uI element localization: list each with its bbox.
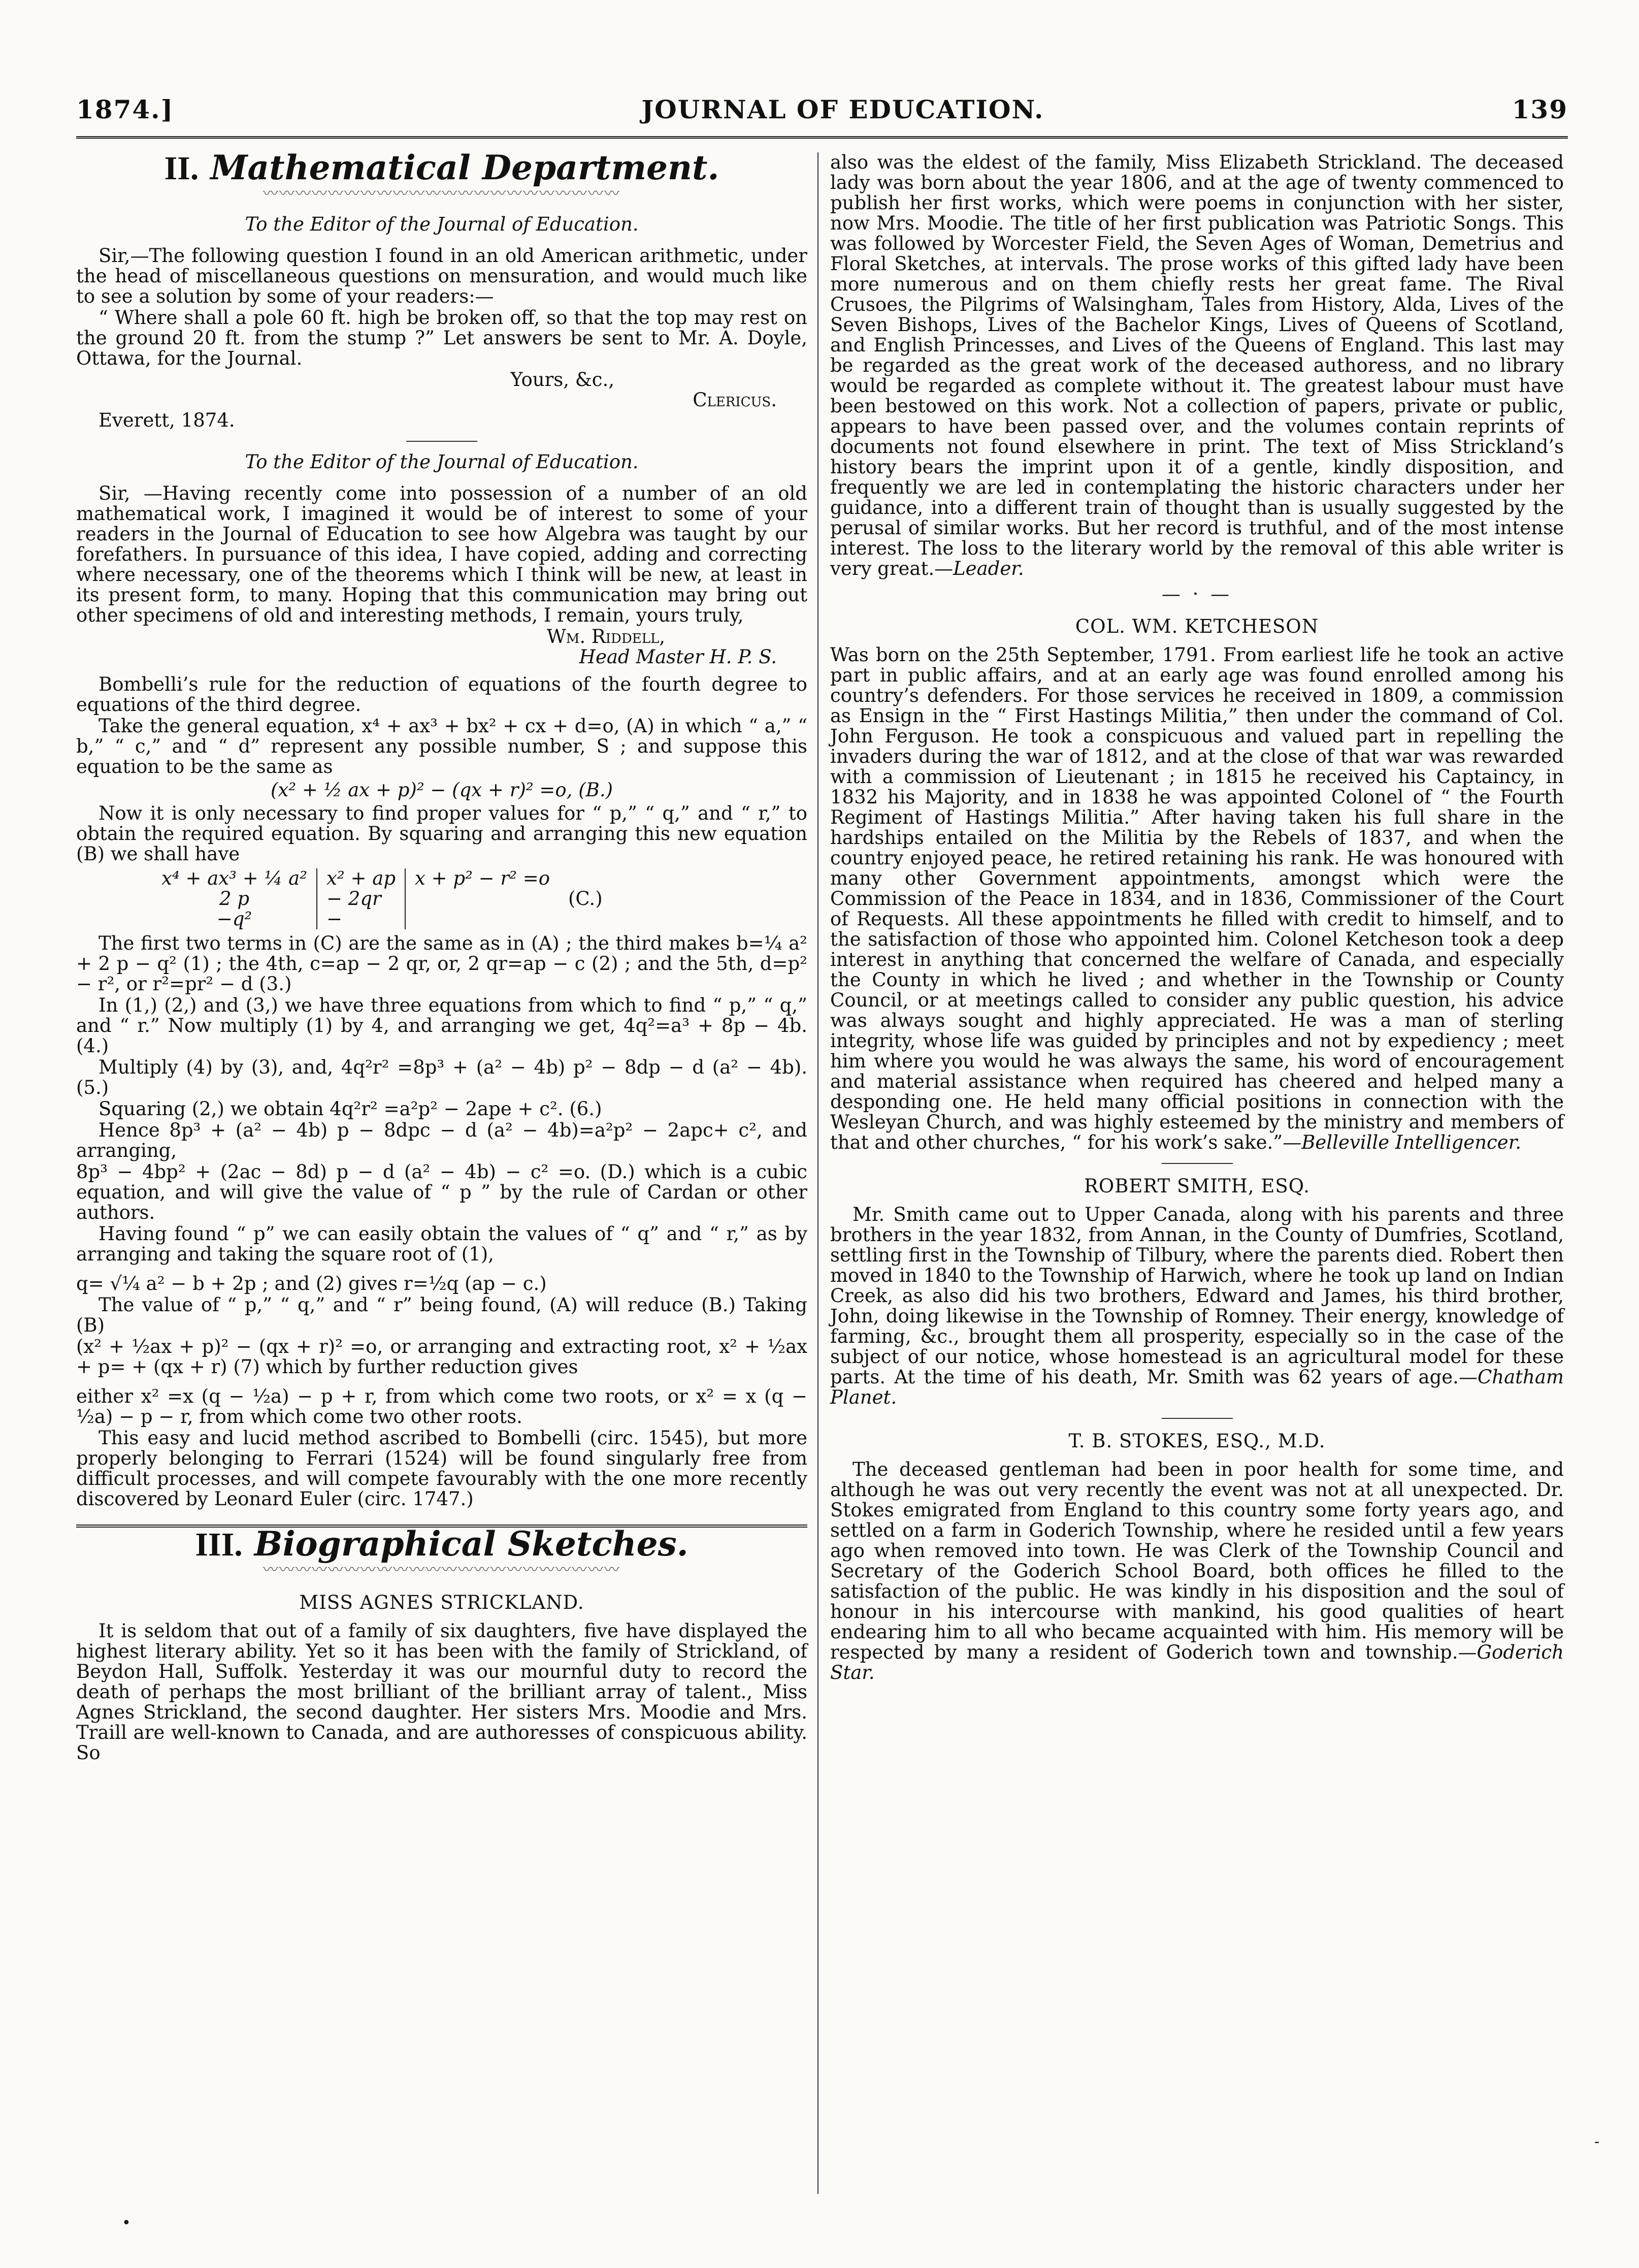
strickland-credit: —Leader. xyxy=(934,558,1024,579)
derivation-p9: 8p³ − 4bp² + (2ac − 8d) p − d (a² − 4b) − c² =o. (D.) which is a cubic equation, and will give the value of “ p ” by the rule of Cardan or other authors. xyxy=(76,1161,807,1223)
derivation-p5: In (1,) (2,) and (3,) we have three equations from which to find “ p,” “ q,” and “ r.” Now multiply (1) by 4, and arranging we get, 4q²=a³ + 8p − 4b. (4.) xyxy=(76,994,807,1057)
page-header xyxy=(76,86,1568,132)
letter1-body: Sir,—The following question I found in an old American arithmetic, under the head of miscellaneous questions on mensuration, and would much like to see a solution by some of your readers:— xyxy=(76,245,807,307)
left-column xyxy=(76,148,807,1764)
bio-separator xyxy=(1162,1163,1233,1164)
derivation-p4: The first two terms in (C) are the same as in (A) ; the third makes b=¼ a² + 2 p − q² (1) ; the 4th, c=ap − 2 qr, or, 2 qr=ap − c (2) ; and the 5th, d=p² − r², or r²=pr² − d (3.) xyxy=(76,932,807,995)
ketcheson-p1-text: Was born on the 25th September, 1791. From earliest life he took an active part in public affairs, and at an early age was found enrolled among his country’s defenders. For those services he received in 1809, a commission as Ensign in the “ First Hastings Militia,” then under the command of Col. John Ferguson. He took a conspicuous and valued part in repelling the invaders during the war of 1812, and at the close of that war was rewarded with a commission of Lieutenant ; in 1815 he received his Captaincy, in 1832 his Majority, and in 1838 he was appointed Colonel of “ the Fourth Regiment of Hastings Militia.” After having taken his full share in the hardships entailed on the Militia by the Rebels of 1837, and when the country enjoyed peace, he retired retaining his rank. He was honoured with many other Government appointments, amongst which were the Commission of the Peace in 1834, and in 1836, Commissioner of the Court of Requests. All these appointments he filled with credit to himself, and to the satisfaction of those who appointed him. Colonel Ketcheson took a deep interest in anything that concerned the welfare of Canada, and especially the County in which he lived ; and whether in the Township or County Council, or at meetings called to consider any public question, his advice was always sought and highly appreciated. He was a man of sterling integrity, whose life was guided by principles and not by expediency ; meet him where you would he was always the same, his word of encouragement and material assistance when required has cheered and helped many a desponding one. He held many official positions in connection with the Wesleyan Church, and was highly esteemed by the ministry and members of that and other churches, “ for his work’s sake.” xyxy=(830,644,1564,1153)
derivation-p7: Squaring (2,) we obtain 4q²r² =a²p² − 2ape + c². (6.) xyxy=(99,1098,602,1120)
eqc-cell: x⁴ + ax³ + ¼ a² xyxy=(161,867,308,889)
ornamental-rule: 〰〰〰〰〰〰〰〰〰〰〰〰〰〰〰〰〰〰〰〰〰〰 xyxy=(263,185,620,203)
header-year: 1874.] xyxy=(76,94,174,124)
derivation-p12: The value of “ p,” “ q,” and “ r” being found, (A) will reduce (B.) Taking (B) xyxy=(76,1294,807,1336)
eqc-cell: − 2qr xyxy=(317,889,405,909)
letter1-place: Everett, 1874. xyxy=(99,409,235,431)
bio-title-numeral: III. xyxy=(195,1526,243,1563)
eqc-cell: − xyxy=(317,909,405,929)
bio-department-title xyxy=(76,1524,807,1564)
letter2-body: Sir, —Having recently come into possession of a number of an old mathematical work, I imagined it would be of interest to some of your readers in the Journal of Education to see how Algebra was taught by our forefathers. In pursuance of this idea, I have copied, adding and correcting where necessary, one of the theorems which I think will be new, at least in its present form, to many. Hoping that this communication may bring out other specimens of old and interesting methods, I remain, yours truly, xyxy=(76,482,807,626)
letter2-signature: Wm. Riddell, xyxy=(546,626,665,647)
stokes-heading: T. B. STOKES, ESQ., M.D. xyxy=(1068,1430,1326,1452)
right-column xyxy=(830,152,1564,1684)
derivation-p6: Multiply (4) by (3), and, 4q²r² =8p³ + (a² − 4b) p² − 8dp − d (a² − 4b). (5.) xyxy=(76,1056,807,1098)
stokes-p1 xyxy=(830,1460,1564,1683)
letter1-signature: Clericus. xyxy=(693,389,777,411)
eqc-cell: x + p² − r² =o xyxy=(405,868,559,889)
math-department-title xyxy=(76,148,807,187)
derivation-p14: either x² =x (q − ½a) − p + r, from which come two roots, or x² = x (q − ½a) − p − r, from which come two other roots. xyxy=(76,1385,807,1428)
stokes-p1-text: The deceased gentleman had been in poor health for some time, and although he was out very recently the event was not at all unexpected. Dr. Stokes emigrated from England to this country some forty years ago, and settled on a farm in Goderich Township, where he resided until a few years ago when removed into town. He was Clerk of the Township Council and Secretary of the Goderich School Board, both offices he filled to the satisfaction of the public. He was kindly in his disposition and the soul of honour in his intercourse with mankind, his good qualities of heart endearing him to all who became acquainted with him. His memory will be respected by many a resident of Goderich town and township. xyxy=(830,1459,1564,1663)
smith-heading: ROBERT SMITH, ESQ. xyxy=(1084,1175,1310,1197)
print-dash: - xyxy=(1594,2133,1600,2151)
letter2-to-editor: To the Editor of the Journal of Education. xyxy=(245,451,639,473)
header-page-number: 139 xyxy=(1512,94,1568,124)
derivation-p15: This easy and lucid method ascribed to Bombelli (circ. 1545), but more properly belonging to Ferrari (1524) will be found singularly free from difficult processes, and will compete favourably with the one more recently discovered by Leonard Euler (circ. 1747.) xyxy=(76,1427,807,1510)
dash-separator: — · — xyxy=(1161,583,1233,605)
ketcheson-credit: —Belleville Intelligencer. xyxy=(1283,1131,1522,1153)
letter1-question: “ Where shall a pole 60 ft. high be broken off, so that the top may rest on the ground 20 ft. from the stump ?” Let answers be sent to Mr. A. Doyle, Ottawa, for the Journal. xyxy=(76,307,807,369)
letter2-title: Head Master H. P. S. xyxy=(579,646,777,668)
math-title-numeral: II. xyxy=(164,150,199,187)
eqc-cell: x² + ap xyxy=(317,868,405,889)
smith-p1 xyxy=(830,1205,1564,1408)
strickland-heading: MISS AGNES STRICKLAND. xyxy=(299,1592,584,1613)
stokes-credit: —Goderich Star. xyxy=(830,1641,1564,1683)
letter1-to-editor: To the Editor of the Journal of Education. xyxy=(245,213,639,235)
smith-p1-text: Mr. Smith came out to Upper Canada, along with his parents and three brothers in the year 1832, from Annan, in the County of Dumfries, Scotland, settling first in the Township of Tilbury, where the parents died. Robert then moved in 1840 to the Township of Harwich, where he took up land on Indian Creek, as also did his two brothers, Edward and James, his third brother, John, doing likewise in the Township of Romney. Their energy, knowledge of farming, &c., brought them all prosperity, especially so in the case of the subject of our notice, whose homestead is an agricultural model for these parts. At the time of his death, Mr. Smith was 62 years of age. xyxy=(830,1204,1564,1388)
derivation-p10: Having found “ p” we can easily obtain the values of “ q” and “ r,” as by arranging and taking the square root of (1), xyxy=(76,1223,807,1265)
eqc-cell xyxy=(405,889,559,909)
derivation-p8: Hence 8p³ + (a² − 4b) p − 8dpc − d (a² − 4b)=a²p² − 2apc+ c², and arranging, xyxy=(76,1119,807,1161)
strickland-p2-text: also was the eldest of the family, Miss Elizabeth Strickland. The deceased lady was born about the year 1806, and at the age of twenty commenced to publish her first works, which were poems in conjunction with her sister, now Mrs. Moodie. The title of her first publication was Patriotic Songs. This was followed by Worcester Field, the Seven Ages of Woman, Demetrius and Floral Sketches, at intervals. The prose works of this gifted lady have been more numerous and on them chiefly rests her great fame. The Rival Crusoes, the Pilgrims of Walsingham, Tales from History, Alda, Lives of the Seven Bishops, Lives of the Bachelor Kings, Lives of Queens of Scotland, and English Princesses, and Lives of the Queens of England. This last may be regarded as the great work of the deceased authoress, and no library would be regarded as complete without it. The greatest labour must have been bestowed on this work. Not a collection of papers, private or public, appears to have been passed over, and the volumes contain reprints of documents not found elsewhere in print. The text of Miss Strickland’s history bears the imprint upon it of a gentle, kindly disposition, and frequently we are led in contemplating the historic characters under her guidance, into a different train of thought than is usually suggested by the perusal of similar works. But her record is truthful, and of the most intense interest. The loss to the literary world by the removal of this able writer is very great. xyxy=(830,151,1564,579)
ketcheson-p1 xyxy=(830,645,1564,1153)
eqc-label: (C.) xyxy=(568,888,603,910)
equation-b: (x² + ½ ax + p)² − (qx + r)² =o, (B.) xyxy=(270,779,613,801)
proper-values-text: Now it is only necessary to find proper values for “ p,” “ q,” and “ r,” to obtain the required equation. By squaring and arranging this new equation (B) we shall have xyxy=(76,802,807,865)
derivation-p13: (x² + ½ax + p)² − (qx + r)² =o, or arranging and extracting root, x² + ½ax + p= + (qx + r) (7) which by further reduction gives xyxy=(76,1336,807,1378)
header-rule xyxy=(76,136,1568,139)
strickland-p2 xyxy=(830,152,1564,579)
ornamental-rule: 〰〰〰〰〰〰〰〰〰〰〰〰〰〰〰〰〰〰〰〰〰〰 xyxy=(263,1561,620,1579)
equation-c-table xyxy=(152,868,612,929)
general-equation: Take the general equation, x⁴ + ax³ + bx² + cx + d=o, (A) in which “ a,” “ b,” “ c,” and “ d” represent any possible number, S ; and suppose this equation to be the same as xyxy=(76,715,807,777)
eqc-cell: 2 p xyxy=(219,888,250,910)
letter1-yours: Yours, &c., xyxy=(510,369,614,391)
bio-title-text: Biographical Sketches. xyxy=(254,1524,689,1564)
ketcheson-heading: COL. WM. KETCHESON xyxy=(1075,615,1319,637)
bio-separator xyxy=(1162,1418,1233,1419)
derivation-p11: q= √¼ a² − b + 2p ; and (2) gives r=½q (ap − c.) xyxy=(76,1273,547,1294)
math-title-text: Mathematical Department. xyxy=(210,148,719,187)
print-speck: • xyxy=(122,2214,131,2232)
strickland-p1: It is seldom that out of a family of six daughters, five have displayed the highest literary ability. Yet so it has been with the family of Strickland, of Beydon Hall, Suffolk. Yesterday it was our mournful duty to record the death of perhaps the most brilliant of the brilliant array of talent., Miss Agnes Strickland, the second daughter. Her sisters Mrs. Moodie and Mrs. Traill are well-known to Canada, and are authoresses of conspicuous ability. So xyxy=(76,1620,807,1764)
eqc-cell xyxy=(405,909,559,929)
bombelli-intro: Bombelli’s rule for the reduction of equations of the fourth degree to equations of the third degree. xyxy=(76,673,807,716)
eqc-cell: −q² xyxy=(216,908,252,930)
header-title: JOURNAL OF EDUCATION. xyxy=(641,94,1044,124)
smith-credit: —Chatham Planet. xyxy=(830,1366,1564,1408)
letter-separator xyxy=(406,441,477,442)
column-divider xyxy=(817,152,818,2194)
